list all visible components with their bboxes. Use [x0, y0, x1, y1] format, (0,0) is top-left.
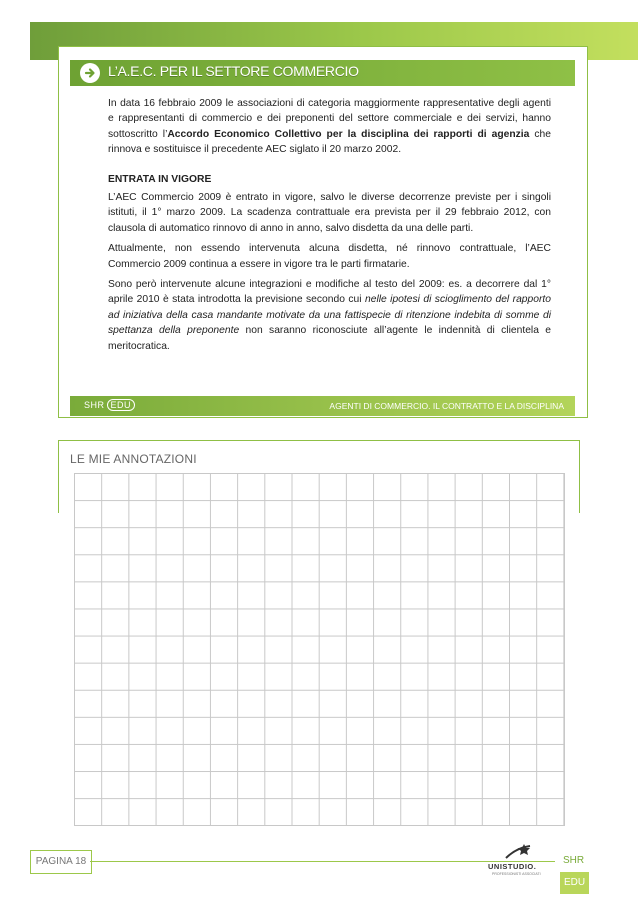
shr-edu-logo: [560, 850, 610, 888]
notes-grid[interactable]: [74, 473, 565, 826]
arrow-right-circle-icon: [80, 63, 100, 83]
intro-paragraph: [108, 96, 551, 158]
unistudio-logo: [488, 842, 552, 876]
card-footer-text: AGENTI DI COMMERCIO. IL CONTRATTO E LA DISCIPLINA: [329, 401, 564, 411]
footer-divider: [90, 861, 555, 862]
brand-subtitle: PROFESSIONISTI ASSOCIATI: [492, 872, 541, 876]
section-heading: ENTRATA IN VIGORE: [108, 173, 212, 185]
card-footer-logo: [84, 399, 135, 411]
para3-italic: nelle ipotesi di scioglimento del rapporto ad iniziativa della casa mandante motivate da una fattispecie di ritenzione indebita di somme di spettanza della preponente: [108, 294, 551, 337]
intro-text-end: che rinnova e sostituisce il precedente AEC siglato il 20 marzo 2002.: [108, 128, 551, 156]
shr-logo-text: SHR: [563, 855, 585, 866]
paragraph-3: [108, 277, 551, 354]
paragraph-2: Attualmente, non essendo intervenuta alcuna disdetta, né rinnovo contrattuale, l’AEC Commercio 2009 continua a essere in vigore tra le parti firmatarie.: [108, 243, 551, 270]
para3-text: Sono però intervenute alcune integrazioni e modifiche al testo del 2009: es. a decorrere dal 1° aprile 2010 è stata introdotta la previsione secondo cui: [108, 279, 551, 306]
footer-logo-text: SHR: [84, 400, 105, 410]
card-body: [108, 96, 551, 359]
brand-name: UNISTUDIO.: [488, 862, 537, 871]
intro-bold: Accordo Economico Collettivo per la disciplina dei rapporti di agenzia: [167, 128, 530, 140]
notes-title: LE MIE ANNOTAZIONI: [70, 452, 197, 466]
para3-text-end: non saranno riconosciute all’agente le indennità di clientela e meritocratica.: [108, 325, 552, 352]
intro-text: In data 16 febbraio 2009 le associazioni di categoria maggiormente rappresentative degli agenti e rappresentanti di commercio e dei preponenti del settore commerciale e dei servizi, hanno sottoscritto l’: [108, 98, 551, 140]
star-swoosh-icon: [504, 842, 534, 862]
page-number: PAGINA 18: [30, 850, 92, 874]
footer-logo-badge: EDU: [107, 399, 136, 411]
shr-logo-badge: EDU: [560, 872, 589, 894]
paragraph-1: L’AEC Commercio 2009 è entrato in vigore, salvo le diverse decorrenze previste per i singoli istituti, il 1° marzo 2009. La scadenza contrattuale era prevista per il 29 febbraio 2012, con clausola di automatico rinnovo di anno in anno, salvo disdetta da una delle parti.: [108, 192, 551, 234]
card-title: L’A.E.C. PER IL SETTORE COMMERCIO: [108, 63, 359, 79]
